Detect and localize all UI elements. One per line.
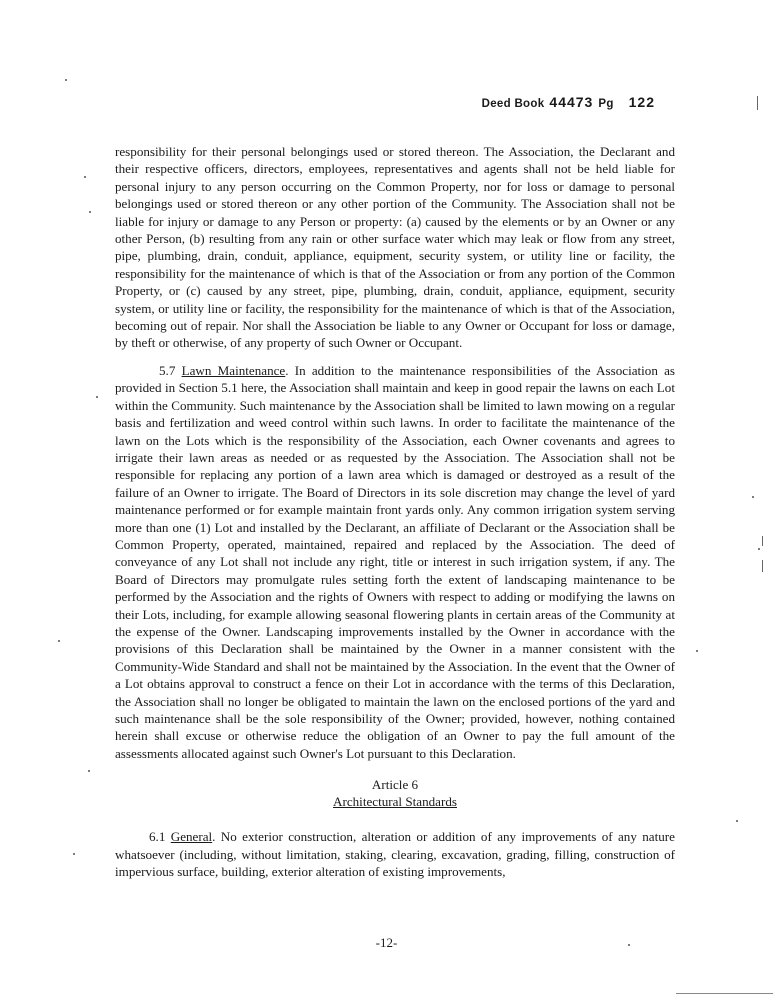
paragraph-liability: responsibility for their personal belongings used or stored thereon. The Association, the Declarant and their respective officers, directors, employees, representatives and agents shall not be held liable for personal injury to any person occurring on the Common Property, nor for loss or damage to personal belongings used or stored thereon or any other portion of the Community. The Association shall not be liable for injury or damage to any Person or property: (a) caused by the elements or by an Owner or any other Person, (b) resulting from any rain or other surface water which may leak or flow from any street, pipe, plumbing, drain, conduit, appliance, equipment, security system, or utility line or facility, the responsibility for the maintenance of which is that of the Association or from any portion of the Common Property, or (c) caused by any street, pipe, plumbing, drain, conduit, appliance, equipment, security system, or utility line or facility, the responsibility for the maintenance of which is that of the Association, becoming out of repair. Nor shall the Association be liable to any Owner or Occupant for loss or damage, by theft or otherwise, of any property of such Owner or Occupant. — [115, 144, 675, 351]
article-subtitle: Architectural Standards — [333, 794, 457, 810]
scan-speck — [752, 496, 754, 498]
section-5-7-body: . In addition to the maintenance responsibilities of the Association as provided in Section 5.1 here, the Association shall maintain and keep in good repair the lawns on each Lot within the Community. Such maintenance by the Association shall be limited to lawn mowing on a regular basis and fertilization and weed control within such lawns. In order to facilitate the maintenance of the lawn on the Lots which is the responsibility of the Association, each Owner covenants and agrees to irrigate their lawn areas as needed or as requested by the Association. The Association shall not be responsible for replacing any portion of a lawn area which is damaged or destroyed as a result of the failure of an Owner to irrigate. The Board of Directors in its sole discretion may change the level of yard maintenance performed or for example maintain front yards only. Any common irrigation system serving more than one (1) Lot and installed by the Declarant, an affiliate of Declarant or the Association shall be Common Property, operated, maintained, repaired and replaced by the Association. The deed of conveyance of any Lot shall not include any right, title or interest in such irrigation system, if any. The Board of Directors may promulgate rules setting forth the extent of landscaping maintenance to be performed by the Association and the rights of Owners with respect to adding or modifying the lawns on their Lots, including, for example allowing seasonal flowering plants in certain areas of the Community at the expense of the Owner. Landscaping improvements installed by the Owner in accordance with the provisions of this Declaration shall be maintained by the Owner in a manner consistent with the Community-Wide Standard and shall not be maintained by the Association. In the event that the Owner of a Lot obtains approval to construct a fence on their Lot in accordance with the terms of this Declaration, the Association shall no longer be obligated to maintain the lawn on the enclosed portions of the yard and such maintenance shall be the sole responsibility of the Owner; provided, however, nothing contained herein shall excuse or otherwise reduce the obligation of an Owner to pay the full amount of the assessments allocated against such Owner's Lot pursuant to this Declaration. — [115, 362, 676, 761]
page-number-label: -12- — [375, 935, 398, 950]
scan-speck — [89, 211, 91, 213]
scan-speck — [696, 650, 698, 652]
scan-speck — [84, 176, 86, 178]
section-5-7-heading: Lawn Maintenance — [181, 362, 286, 378]
scan-speck — [736, 820, 738, 822]
scan-speck — [628, 944, 630, 946]
deed-page-number: 122 — [628, 94, 655, 110]
deed-book-header — [482, 94, 655, 110]
scan-speck — [88, 770, 90, 772]
section-6-1 — [115, 828, 675, 880]
scan-speck — [65, 79, 67, 81]
section-6-1-body: . No exterior construction, alteration or addition of any improvements of any nature whatsoever (including, without limitation, staking, clearing, excavation, grading, filling, construction of impervious surface, building, exterior alteration of existing improvements, — [115, 829, 675, 880]
section-6-1-number: 6.1 — [149, 829, 166, 845]
scan-speck — [758, 548, 760, 550]
section-6-1-heading: General — [170, 829, 213, 845]
deed-book-label: Deed Book — [481, 98, 545, 110]
deed-book-number: 44473 — [549, 94, 594, 110]
article-title: Article 6 — [371, 777, 419, 793]
section-5-7 — [115, 362, 675, 762]
document-body — [115, 143, 675, 880]
scan-speck — [58, 640, 60, 642]
scan-edge-line — [676, 993, 773, 994]
scan-speck — [73, 853, 75, 855]
scan-margin-mark — [762, 560, 763, 572]
scan-margin-mark — [757, 96, 758, 110]
section-5-7-number: 5.7 — [159, 362, 176, 378]
pg-label: Pg — [598, 98, 614, 110]
scan-speck — [96, 396, 98, 398]
page-footer — [0, 935, 773, 951]
article-6-heading — [115, 776, 675, 810]
scan-margin-mark — [762, 536, 763, 546]
